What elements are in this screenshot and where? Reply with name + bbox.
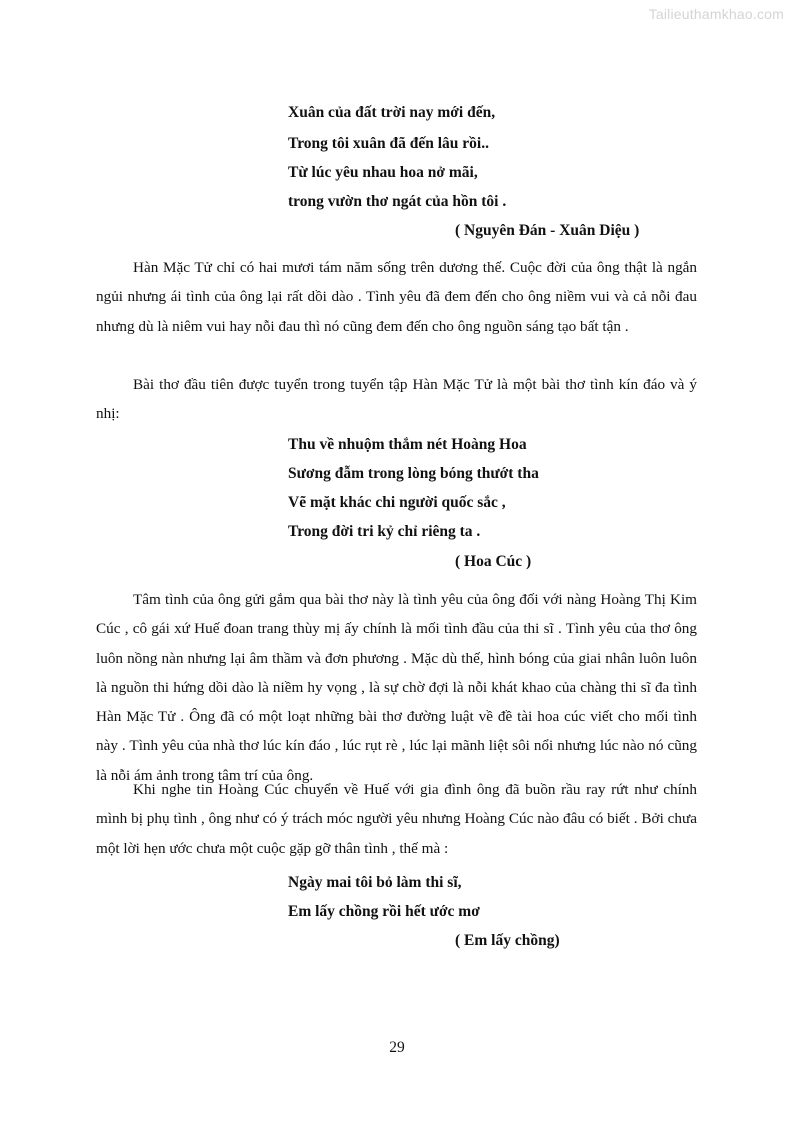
watermark: Tailieuthamkhao.com xyxy=(648,6,784,22)
body-paragraph: Khi nghe tin Hoàng Cúc chuyển về Huế với gia đình ông đã buồn rầu ray rứt như chính mình bị phụ tình , ông như có ý trách móc người yêu nhưng Hoàng Cúc nào đâu có biết . Bởi chưa một lời hẹn ước chưa một cuộc gặp gỡ thân tình , thế mà : xyxy=(96,781,697,857)
poem-line: Xuân của đất trời nay mới đến, xyxy=(288,104,496,121)
body-paragraph: Hàn Mặc Tử chỉ có hai mươi tám năm sống trên dương thế. Cuộc đời của ông thật là ngắn ngủi nhưng ái tình của ông lại rất dồi dào . Tình yêu đã đem đến cho ông niềm vui và cả nỗi đau nhưng dù là niêm vui hay nỗi đau thì nó cũng đem đến cho ông nguồn sáng tạo bất tận . xyxy=(96,259,697,335)
poem-line: Thu về nhuộm thắm nét Hoàng Hoa xyxy=(288,436,527,453)
body-paragraph: Tâm tình của ông gửi gắm qua bài thơ này là tình yêu của ông đối với nàng Hoàng Thị Kim Cúc , cô gái xứ Huế đoan trang thùy mị ấy chính là mối tình đầu của thi sĩ . Tình yêu của thơ ông luôn nồng nàn nhưng lại âm thầm và đơn phương . Mặc dù thế, hình bóng của giai nhân luôn luôn là nguồn thi hứng dồi dào là niềm hy vọng , là sự chờ đợi là nỗi khát khao của chàng thi sĩ đa tình Hàn Mặc Tử . Ông đã có một loạt những bài thơ đường luật về đề tài hoa cúc viết cho mối tình này . Tình yêu của nhà thơ lúc kín đáo , lúc rụt rè , lúc lại mãnh liệt sôi nổi nhưng lúc nào nó cũng là nỗi ám ảnh trong tâm trí của ông. xyxy=(96,591,697,784)
poem-source: ( Hoa Cúc ) xyxy=(455,553,532,570)
poem-line: Trong tôi xuân đã đến lâu rồi.. xyxy=(288,135,489,152)
poem-line: Trong đời tri kỷ chỉ riêng ta . xyxy=(288,523,481,540)
body-paragraph: Bài thơ đầu tiên được tuyển trong tuyển tập Hàn Mặc Tử là một bài thơ tình kín đáo và ý nhị: xyxy=(96,376,697,423)
poem-source: ( Em lấy chồng) xyxy=(455,932,560,949)
poem-line: trong vườn thơ ngát của hồn tôi . xyxy=(288,193,507,210)
poem-line: Sương đẫm trong lòng bóng thướt tha xyxy=(288,465,539,482)
poem-source: ( Nguyên Đán - Xuân Diệu ) xyxy=(455,222,640,239)
page-number: 29 xyxy=(389,1039,405,1056)
poem-line: Em lấy chồng rồi hết ước mơ xyxy=(288,903,480,920)
poem-line: Từ lúc yêu nhau hoa nở mãi, xyxy=(288,164,478,181)
poem-line: Vẽ mặt khác chi người quốc sắc , xyxy=(288,494,506,511)
poem-line: Ngày mai tôi bỏ làm thi sĩ, xyxy=(288,874,462,891)
